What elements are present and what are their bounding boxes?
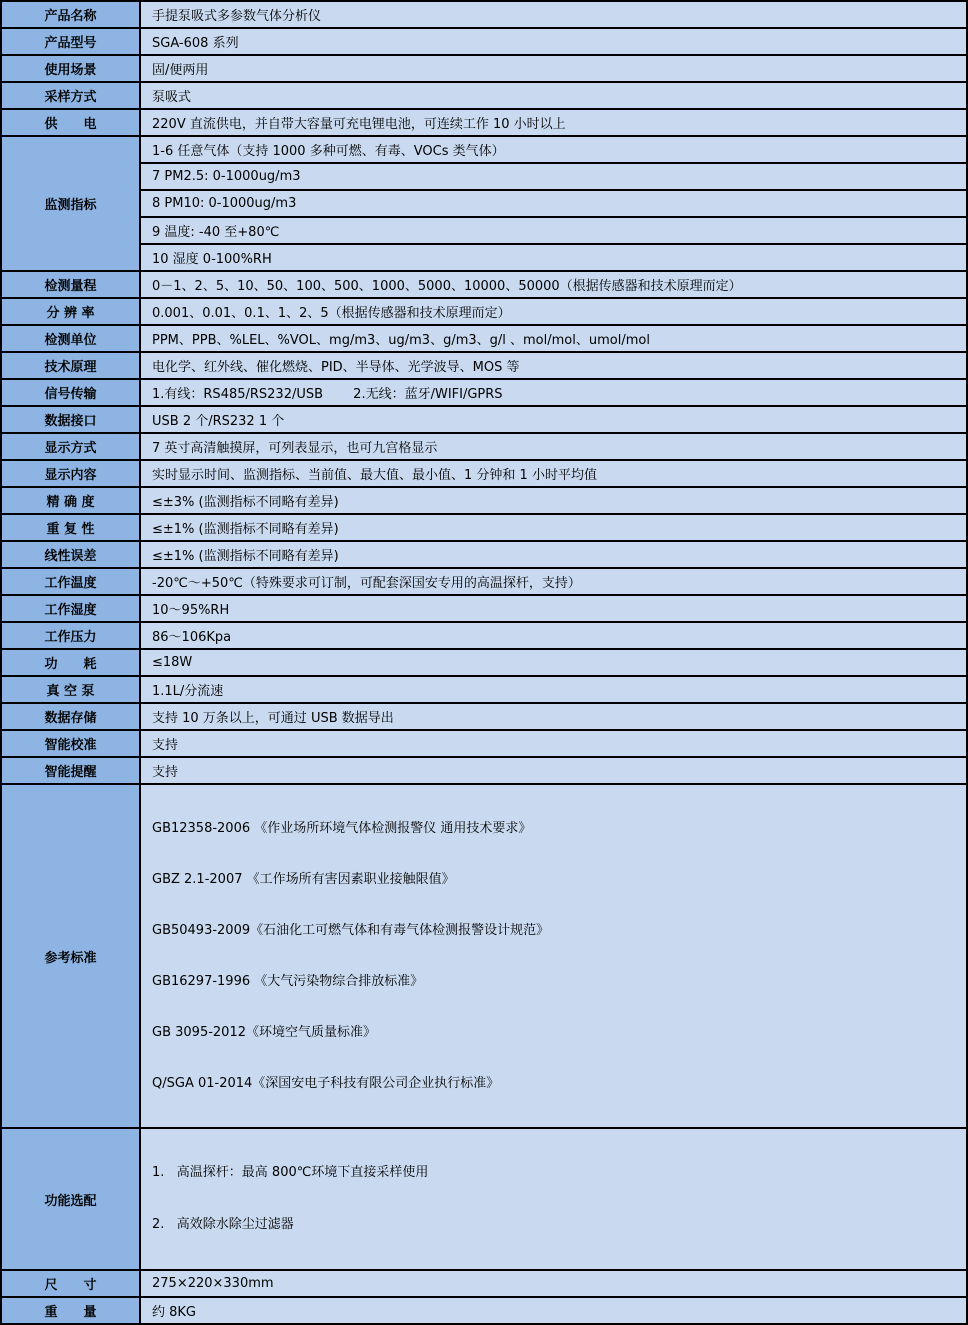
detection-unit-value: PPM、PPB、%LEL、%VOL、mg/m3、ug/m3、g/m3、g/l 、mol/mol、umol/mol	[140, 325, 967, 352]
row-monitoring-indicators	[1, 136, 967, 163]
data-interface-label: 数据接口	[1, 406, 140, 433]
power-supply-label: 供 电	[1, 109, 140, 136]
working-pressure-label: 工作压力	[1, 622, 140, 649]
signal-transmission-value: 1.有线：RS485/RS232/USB 2.无线：蓝牙/WIFI/GPRS	[140, 379, 967, 406]
reference-standard-line: GB12358-2006 《作业场所环境气体检测报警仪 通用技术要求》	[152, 821, 532, 836]
row-usage-scenario	[1, 55, 967, 82]
row-power-supply	[1, 109, 967, 136]
row-sampling-method	[1, 82, 967, 109]
row-monitoring-indicator-5	[1, 244, 967, 271]
monitoring-indicator-4-value: 9 温度: -40 至+80℃	[140, 217, 967, 244]
row-signal-transmission	[1, 379, 967, 406]
product-name-value: 手提泵吸式多参数气体分析仪	[140, 1, 967, 28]
row-product-model	[1, 28, 967, 55]
row-repeatability	[1, 514, 967, 541]
row-display-mode	[1, 433, 967, 460]
power-consumption-value: ≤18W	[140, 649, 967, 676]
accuracy-label: 精 确 度	[1, 487, 140, 514]
smart-reminder-value: 支持	[140, 757, 967, 784]
optional-features-label: 功能选配	[1, 1128, 140, 1270]
reference-standard-line: Q/SGA 01-2014《深国安电子科技有限公司企业执行标准》	[152, 1076, 500, 1091]
usage-scenario-value: 固/便两用	[140, 55, 967, 82]
display-mode-label: 显示方式	[1, 433, 140, 460]
monitoring-indicator-1-value: 1-6 任意气体（支持 1000 多种可燃、有毒、VOCs 类气体）	[140, 136, 967, 163]
display-content-value: 实时显示时间、监测指标、当前值、最大值、最小值、1 分钟和 1 小时平均值	[140, 460, 967, 487]
vacuum-pump-label: 真 空 泵	[1, 676, 140, 703]
data-storage-value: 支持 10 万条以上，可通过 USB 数据导出	[140, 703, 967, 730]
reference-standard-line: GB 3095-2012《环境空气质量标准》	[152, 1025, 376, 1040]
sampling-method-label: 采样方式	[1, 82, 140, 109]
sampling-method-value: 泵吸式	[140, 82, 967, 109]
row-vacuum-pump	[1, 676, 967, 703]
row-working-humidity	[1, 595, 967, 622]
detection-range-value: 0－1、2、5、10、50、100、500、1000、5000、10000、50000（根据传感器和技术原理而定）	[140, 271, 967, 298]
display-content-label: 显示内容	[1, 460, 140, 487]
row-weight	[1, 1297, 967, 1324]
dimensions-label: 尺 寸	[1, 1270, 140, 1297]
row-working-pressure	[1, 622, 967, 649]
row-display-content	[1, 460, 967, 487]
row-monitoring-indicator-2	[1, 163, 967, 190]
display-mode-value: 7 英寸高清触摸屏，可列表显示，也可九宫格显示	[140, 433, 967, 460]
repeatability-label: 重 复 性	[1, 514, 140, 541]
row-data-interface	[1, 406, 967, 433]
row-optional-features	[1, 1128, 967, 1270]
product-model-label: 产品型号	[1, 28, 140, 55]
reference-standards-label: 参考标准	[1, 784, 140, 1128]
data-interface-value: USB 2 个/RS232 1 个	[140, 406, 967, 433]
repeatability-value: ≤±1% (监测指标不同略有差异)	[140, 514, 967, 541]
optional-feature-line: 1. 高温探杆：最高 800℃环境下直接采样使用	[152, 1165, 429, 1180]
detection-unit-label: 检测单位	[1, 325, 140, 352]
monitoring-indicators-label: 监测指标	[1, 136, 140, 271]
signal-transmission-label: 信号传输	[1, 379, 140, 406]
working-temperature-value: -20℃～+50℃（特殊要求可订制，可配套深国安专用的高温探杆，支持）	[140, 568, 967, 595]
smart-reminder-label: 智能提醒	[1, 757, 140, 784]
smart-calibration-label: 智能校准	[1, 730, 140, 757]
working-humidity-value: 10～95%RH	[140, 595, 967, 622]
row-resolution	[1, 298, 967, 325]
product-name-label: 产品名称	[1, 1, 140, 28]
row-dimensions	[1, 1270, 967, 1297]
row-technical-principle	[1, 352, 967, 379]
row-detection-unit	[1, 325, 967, 352]
reference-standard-line: GB50493-2009《石油化工可燃气体和有毒气体检测报警设计规范》	[152, 923, 550, 938]
resolution-value: 0.001、0.01、0.1、1、2、5（根据传感器和技术原理而定）	[140, 298, 967, 325]
row-linearity-error	[1, 541, 967, 568]
row-detection-range	[1, 271, 967, 298]
technical-principle-value: 电化学、红外线、催化燃烧、PID、半导体、光学波导、MOS 等	[140, 352, 967, 379]
working-humidity-label: 工作湿度	[1, 595, 140, 622]
power-consumption-label: 功 耗	[1, 649, 140, 676]
product-model-value: SGA-608 系列	[140, 28, 967, 55]
reference-standards-value	[140, 784, 967, 1128]
row-monitoring-indicator-4	[1, 217, 967, 244]
resolution-label: 分 辨 率	[1, 298, 140, 325]
smart-calibration-value: 支持	[140, 730, 967, 757]
row-smart-calibration	[1, 730, 967, 757]
row-power-consumption	[1, 649, 967, 676]
reference-standard-line: GB16297-1996 《大气污染物综合排放标准》	[152, 974, 424, 989]
power-supply-value: 220V 直流供电，并自带大容量可充电锂电池，可连续工作 10 小时以上	[140, 109, 967, 136]
optional-feature-line: 2. 高效除水除尘过滤器	[152, 1217, 294, 1232]
linearity-error-value: ≤±1% (监测指标不同略有差异)	[140, 541, 967, 568]
row-data-storage	[1, 703, 967, 730]
vacuum-pump-value: 1.1L/分流速	[140, 676, 967, 703]
weight-value: 约 8KG	[140, 1297, 967, 1324]
technical-principle-label: 技术原理	[1, 352, 140, 379]
detection-range-label: 检测量程	[1, 271, 140, 298]
row-reference-standards	[1, 784, 967, 1128]
monitoring-indicator-3-value: 8 PM10: 0-1000ug/m3	[140, 190, 967, 217]
monitoring-indicator-5-value: 10 湿度 0-100%RH	[140, 244, 967, 271]
linearity-error-label: 线性误差	[1, 541, 140, 568]
row-smart-reminder	[1, 757, 967, 784]
accuracy-value: ≤±3% (监测指标不同略有差异)	[140, 487, 967, 514]
usage-scenario-label: 使用场景	[1, 55, 140, 82]
working-temperature-label: 工作温度	[1, 568, 140, 595]
monitoring-indicator-2-value: 7 PM2.5: 0-1000ug/m3	[140, 163, 967, 190]
optional-features-value	[140, 1128, 967, 1270]
data-storage-label: 数据存储	[1, 703, 140, 730]
dimensions-value: 275×220×330mm	[140, 1270, 967, 1297]
working-pressure-value: 86～106Kpa	[140, 622, 967, 649]
row-monitoring-indicator-3	[1, 190, 967, 217]
weight-label: 重 量	[1, 1297, 140, 1324]
row-accuracy	[1, 487, 967, 514]
reference-standard-line: GBZ 2.1-2007 《工作场所有害因素职业接触限值》	[152, 872, 455, 887]
row-working-temperature	[1, 568, 967, 595]
row-product-name	[1, 1, 967, 28]
